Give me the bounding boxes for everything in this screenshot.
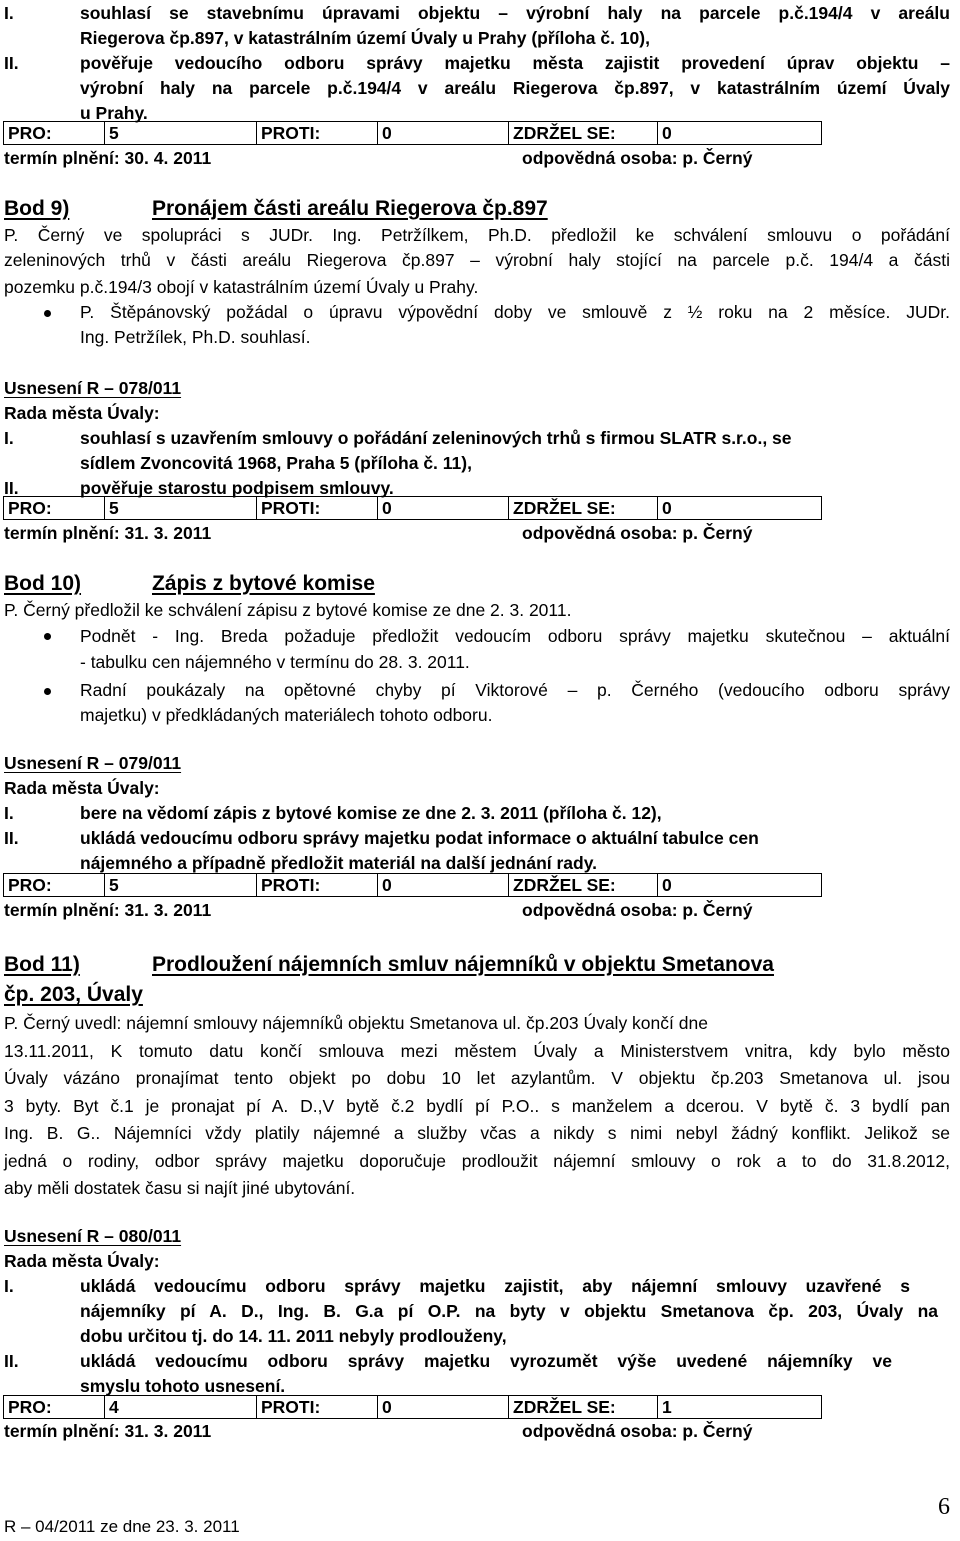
paragraph-line: jedná o rodiny, odbor správy majetku doporučuje prodloužit nájemní smlouvy o rok a to do 31.8.2012, <box>4 1151 950 1171</box>
section-title: čp. 203, Úvaly <box>4 983 143 1006</box>
resolution-text: dobu určitou tj. do 14. 11. 2011 nebyly prodlouženy, <box>80 1326 507 1346</box>
vote-pro-label: PRO: <box>4 122 105 145</box>
paragraph-line: pozemku p.č.194/3 obojí v katastrálním území Úvaly u Prahy. <box>4 277 479 297</box>
responsible-person: odpovědná osoba: p. Černý <box>522 523 753 543</box>
bullet-text: Ing. Petržílek, Ph.D. souhlasí. <box>80 327 311 347</box>
vote-zdrzel-label: ZDRŽEL SE: <box>509 497 658 520</box>
item-number: II. <box>4 478 19 498</box>
paragraph-line: 13.11.2011, K tomuto datu končí smlouva mezi městem Úvaly a Ministerstvem vnitra, kdy bylo město <box>4 1041 950 1061</box>
resolution-text: Riegerova čp.897, v katastrálním území Úvaly u Prahy (příloha č. 10), <box>80 28 650 48</box>
council-label: Rada města Úvaly: <box>4 1251 160 1271</box>
resolution-title: Usnesení R – 079/011 <box>4 753 182 773</box>
vote-zdrzel-label: ZDRŽEL SE: <box>509 122 658 145</box>
vote-proti-value: 0 <box>378 497 509 520</box>
vote-proti-value: 0 <box>378 874 509 897</box>
vote-zdrzel-value: 0 <box>658 874 822 897</box>
item-number: I. <box>4 1276 14 1296</box>
vote-table <box>3 873 822 897</box>
item-number: II. <box>4 1351 19 1371</box>
page-number: 6 <box>938 1494 950 1520</box>
resolution-text: souhlasí se stavebnímu úpravami objektu – výrobní haly na parcele p.č.194/4 v areálu <box>80 3 950 23</box>
vote-zdrzel-value: 0 <box>658 122 822 145</box>
vote-table <box>3 496 822 520</box>
vote-table <box>3 1395 822 1419</box>
deadline: termín plnění: 30. 4. 2011 <box>4 148 212 168</box>
vote-proti-label: PROTI: <box>257 874 378 897</box>
section-number: Bod 11) <box>4 953 80 976</box>
paragraph-line: zeleninových trhů v části areálu Riegerova čp.897 – výrobní haly stojící na parcele p.č. 194/4 a části <box>4 250 950 270</box>
item-number: II. <box>4 53 19 73</box>
vote-zdrzel-label: ZDRŽEL SE: <box>509 1396 658 1419</box>
vote-proti-label: PROTI: <box>257 1396 378 1419</box>
paragraph-line: P. Černý předložil ke schválení zápisu z bytové komise ze dne 2. 3. 2011. <box>4 600 572 620</box>
vote-zdrzel-label: ZDRŽEL SE: <box>509 874 658 897</box>
resolution-text: bere na vědomí zápis z bytové komise ze dne 2. 3. 2011 (příloha č. 12), <box>80 803 662 823</box>
resolution-text: pověřuje starostu podpisem smlouvy. <box>80 478 394 498</box>
vote-table <box>3 121 822 145</box>
section-title: Zápis z bytové komise <box>152 572 375 595</box>
responsible-person: odpovědná osoba: p. Černý <box>522 900 753 920</box>
resolution-title: Usnesení R – 080/011 <box>4 1226 182 1246</box>
vote-zdrzel-value: 1 <box>658 1396 822 1419</box>
responsible-person: odpovědná osoba: p. Černý <box>522 148 753 168</box>
resolution-text: výrobní haly na parcele p.č.194/4 v areálu Riegerova čp.897, v katastrálním území Úvaly <box>80 78 950 98</box>
item-number: I. <box>4 428 14 448</box>
paragraph-line: 3 byty. Byt č.1 je pronajat pí A. D.,V bytě č.2 bydlí pí P.O.. s manželem a dcerou. V bytě č. 3 bydlí pan <box>4 1096 950 1116</box>
bullet-text: P. Štěpánovský požádal o úpravu výpovědní doby ve smlouvě z ½ roku na 2 měsíce. JUDr. <box>80 302 950 322</box>
responsible-person: odpovědná osoba: p. Černý <box>522 1421 753 1441</box>
council-label: Rada města Úvaly: <box>4 403 160 423</box>
vote-proti-value: 0 <box>378 122 509 145</box>
item-number: I. <box>4 803 14 823</box>
resolution-text: ukládá vedoucímu odboru správy majetku zajistit, aby nájemní smlouvy uzavřené s <box>80 1276 910 1296</box>
paragraph-line: aby měli dostatek času si najít jiné ubytování. <box>4 1178 356 1198</box>
vote-proti-value: 0 <box>378 1396 509 1419</box>
council-label: Rada města Úvaly: <box>4 778 160 798</box>
bullet-icon <box>44 310 51 317</box>
deadline: termín plnění: 31. 3. 2011 <box>4 523 212 543</box>
vote-proti-label: PROTI: <box>257 122 378 145</box>
vote-pro-label: PRO: <box>4 874 105 897</box>
resolution-text: ukládá vedoucímu odboru správy majetku vyrozumět výše uvedené nájemníky ve <box>80 1351 892 1371</box>
item-number: I. <box>4 3 14 23</box>
footer-text: R – 04/2011 ze dne 23. 3. 2011 <box>4 1517 240 1536</box>
section-number: Bod 9) <box>4 197 70 220</box>
item-number: II. <box>4 828 19 848</box>
vote-pro-label: PRO: <box>4 1396 105 1419</box>
vote-pro-label: PRO: <box>4 497 105 520</box>
vote-zdrzel-value: 0 <box>658 497 822 520</box>
section-number: Bod 10) <box>4 572 82 595</box>
resolution-text: sídlem Zvoncovitá 1968, Praha 5 (příloha č. 11), <box>80 453 472 473</box>
vote-pro-value: 5 <box>105 497 257 520</box>
vote-pro-value: 5 <box>105 874 257 897</box>
paragraph-line: Úvaly vázáno pronajímat tento objekt po dobu 10 let azylantům. V objektu čp.203 Smetanova ul. jsou <box>4 1068 950 1088</box>
resolution-text: pověřuje vedoucího odboru správy majetku města zajistit provedení úprav objektu – <box>80 53 950 73</box>
paragraph-line: Ing. B. G.. Nájemníci vždy platily nájemné a služby včas a nikdy s nimi nebyl žádný konflikt. Jelikož se <box>4 1123 950 1143</box>
vote-pro-value: 5 <box>105 122 257 145</box>
resolution-text: nájemníky pí A. D., Ing. B. G.a pí O.P. na byty v objektu Smetanova čp. 203, Úvaly na <box>80 1301 938 1321</box>
vote-pro-value: 4 <box>105 1396 257 1419</box>
deadline: termín plnění: 31. 3. 2011 <box>4 900 212 920</box>
deadline: termín plnění: 31. 3. 2011 <box>4 1421 212 1441</box>
resolution-title: Usnesení R – 078/011 <box>4 378 182 398</box>
resolution-text: souhlasí s uzavřením smlouvy o pořádání zeleninových trhů s firmou SLATR s.r.o., se <box>80 428 792 448</box>
resolution-text: nájemného a případně předložit materiál na další jednání rady. <box>80 853 598 873</box>
paragraph-line: P. Černý uvedl: nájemní smlouvy nájemníků objektu Smetanova ul. čp.203 Úvaly končí dne <box>4 1013 708 1033</box>
bullet-text: Podnět - Ing. Breda požaduje předložit vedoucím odboru správy majetku skutečnou – aktuální <box>80 626 950 646</box>
resolution-text: u Prahy. <box>80 103 148 123</box>
paragraph-line: P. Černý ve spolupráci s JUDr. Ing. Petržílkem, Ph.D. předložil ke schválení smlouvu o pořádání <box>4 225 950 245</box>
resolution-text: ukládá vedoucímu odboru správy majetku podat informace o aktuální tabulce cen <box>80 828 759 848</box>
bullet-icon <box>44 633 51 640</box>
resolution-text: smyslu tohoto usnesení. <box>80 1376 286 1396</box>
bullet-text: Radní poukázaly na opětovné chyby pí Viktorové – p. Černého (vedoucího odboru správy <box>80 680 950 700</box>
bullet-icon <box>44 688 51 695</box>
section-title: Pronájem části areálu Riegerova čp.897 <box>152 197 548 220</box>
vote-proti-label: PROTI: <box>257 497 378 520</box>
bullet-text: majetku) v předkládaných materiálech tohoto odboru. <box>80 705 493 725</box>
bullet-text: - tabulku cen nájemného v termínu do 28. 3. 2011. <box>80 652 470 672</box>
section-title: Prodloužení nájemních smluv nájemníků v objektu Smetanova <box>152 953 774 976</box>
